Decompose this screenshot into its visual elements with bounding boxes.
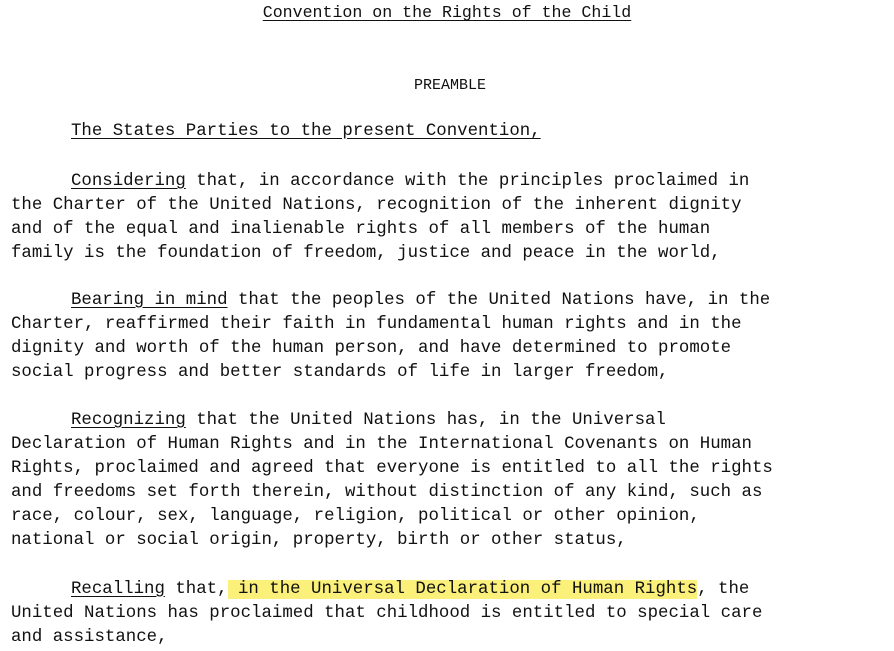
- paragraph-line-end: , the: [697, 580, 750, 599]
- paragraph-line: Declaration of Human Rights and in the International Covenants on Human: [11, 435, 752, 454]
- paragraph-line: race, colour, sex, language, religion, political or other opinion,: [11, 507, 700, 526]
- highlighted-text: in the Universal Declaration of Human Rights: [227, 580, 698, 599]
- paragraph-line: social progress and better standards of life in larger freedom,: [11, 363, 669, 382]
- paragraph-line: and of the equal and inalienable rights of all members of the human: [11, 220, 711, 239]
- paragraph-line: Rights, proclaimed and agreed that everyone is entitled to all the rights: [11, 459, 773, 478]
- paragraph-line: national or social origin, property, birth or other status,: [11, 531, 627, 550]
- preamble-heading: PREAMBLE: [413, 77, 486, 94]
- paragraph-recognizing: [11, 409, 894, 553]
- paragraph-keyword: Considering: [71, 172, 186, 191]
- paragraph-keyword: Bearing in mind: [71, 291, 228, 310]
- paragraph-line: the Charter of the United Nations, recognition of the inherent dignity: [11, 196, 742, 215]
- paragraph-line: dignity and worth of the human person, and have determined to promote: [11, 339, 732, 358]
- paragraph-keyword: Recalling: [71, 580, 165, 599]
- paragraph-recalling: [11, 578, 894, 650]
- paragraph-line: that the peoples of the United Nations have, in the: [227, 291, 771, 310]
- paragraph-line: United Nations has proclaimed that childhood is entitled to special care: [11, 604, 763, 623]
- paragraph-keyword: Recognizing: [71, 411, 186, 430]
- opening-text: The States Parties to the present Convention,: [71, 122, 541, 141]
- paragraph-line-start: that,: [164, 580, 228, 599]
- opening-clause: [11, 120, 894, 144]
- paragraph-line: Charter, reaffirmed their faith in fundamental human rights and in the: [11, 315, 742, 334]
- paragraph-considering: [11, 170, 894, 266]
- paragraph-line: and freedoms set forth therein, without distinction of any kind, such as: [11, 483, 763, 502]
- paragraph-line: family is the foundation of freedom, justice and peace in the world,: [11, 244, 721, 263]
- paragraph-line: that, in accordance with the principles proclaimed in: [185, 172, 750, 191]
- paragraph-bearing-in-mind: [11, 289, 894, 385]
- paragraph-line: that the United Nations has, in the Universal: [185, 411, 666, 430]
- document-title: Convention on the Rights of the Child: [262, 3, 632, 22]
- paragraph-line: and assistance,: [11, 628, 168, 647]
